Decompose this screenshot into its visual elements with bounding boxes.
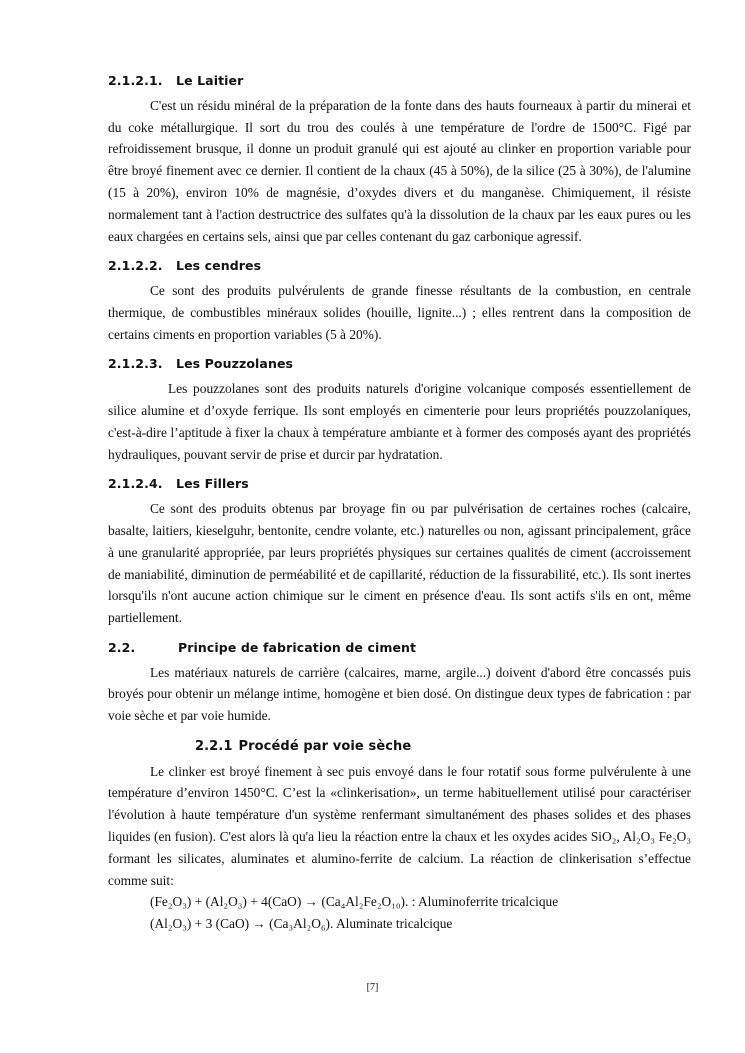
heading-title: Principe de fabrication de ciment — [178, 639, 417, 655]
heading-laitier — [108, 72, 691, 91]
heading-title: Le Laitier — [176, 73, 244, 88]
paragraph-laitier: C'est un résidu minéral de la préparation de la fonte dans des hauts fourneaux à partir du minerai et du coke métallurgique. Il sort du trou des coulés à une température de l'ordre de 1500°C. Figé par refroidissement brusque, il donne un produit granulé qui est ajouté au clinker en proportion variable pour être broyé finement avec ce dernier. Il contient de la chaux (45 à 50%), de la silice (25 à 30%), de l'alumine (15 à 20%), environ 10% de magnésie, d’oxydes divers et du manganèse. Chimiquement, il résiste normalement tant à l'action destructrice des sulfates qu'à la dissolution de la chaux par les eaux pures ou les eaux chargées en certains sels, ainsi que par celles contenant du gaz carbonique agressif. — [108, 97, 691, 244]
paragraph-pouzzolanes: Les pouzzolanes sont des produits naturels d'origine volcanique composés essentiellement de silice alumine et d’oxyde ferrique. Ils sont employés en cimenterie pour leurs propriétés pouzzolaniques, c'est-à-dire l’aptitude à fixer la chaux à température ambiante et à former des composés ayant des propriétés hydrauliques, pouvant servir de prise et durcir par hydratation. — [108, 381, 691, 462]
heading-voie-seche — [108, 737, 691, 757]
heading-title: Les Fillers — [176, 476, 249, 492]
reaction-aluminate: (Al₂O₃) + 3 (CaO) → (Ca₃Al₂O₆). Aluminate tricalcique — [150, 916, 453, 932]
paragraph-voie-seche — [108, 761, 691, 892]
heading-cendres — [108, 257, 691, 276]
heading-pouzzolanes — [108, 355, 691, 374]
heading-title: Les Pouzzolanes — [176, 356, 294, 372]
heading-title: Procédé par voie sèche — [238, 739, 412, 755]
heading-fillers — [108, 475, 691, 494]
heading-number: 2.1.2.4. — [108, 476, 163, 492]
paragraph-text: formant les silicates, aluminates et alumino-ferrite de calcium. La réaction de clinkerisation s’effectue comme suit: — [108, 850, 691, 888]
heading-number: 2.1.2.2. — [108, 258, 163, 274]
paragraph-text: Le clinker est broyé finement à sec puis envoyé dans le four rotatif sous forme pulvérulente à une température d’environ 1450°C. C’est la «clinkerisation», un terme habituellement utilisé pour caractériser l'évolution à haute température d'un système renfermant simultanément des phases solides et des phases liquides (en fusion). C'est alors là qu'a lieu la réaction entre la chaux et les oxydes acides — [108, 763, 691, 844]
formula-fe2o3: Fe₂O₃ — [658, 828, 691, 844]
heading-title: Les cendres — [176, 258, 262, 274]
formula-al2o3: Al₂O₃ — [622, 828, 655, 844]
paragraph-fillers: Ce sont des produits obtenus par broyage fin ou par pulvérisation de certaines roches (calcaire, basalte, laitiers, kieselguhr, bentonite, cendre volante, etc.) naturelles ou non, agissant principalement, grâce à une granularité appropriée, par leurs propriétés physiques sur certaines qualités de ciment (accroissement de maniabilité, diminution de perméabilité et de capillarité, réduction de la fissurabilité, etc.). Ils sont inertes lorsqu'ils n'ont aucune action chimique sur le ciment en présence d'eau. Ils sont actifs s'ils en ont, même partiellement. — [108, 501, 691, 626]
heading-number: 2.2.1 — [195, 739, 233, 755]
heading-number: 2.1.2.3. — [108, 356, 163, 372]
paragraph-cendres: Ce sont des produits pulvérulents de grande finesse résultants de la combustion, en centrale thermique, de combustibles minéraux solides (houille, lignite...) ; elles rentrent dans la composition de certains ciments en proportion variables (5 à 20%). — [108, 283, 691, 342]
heading-principe — [108, 639, 691, 658]
reaction-aluminoferrite: (Fe₂O₃) + (Al₂O₃) + 4(CaO) → (Ca₄Al₂Fe₂O₁₀). : Aluminoferrite tricalcique — [150, 894, 559, 910]
reaction-list — [108, 891, 691, 935]
page-number: [7] — [366, 982, 379, 993]
paragraph-principe: Les matériaux naturels de carrière (calcaires, marne, argile...) doivent d'abord être concassés puis broyés pour obtenir un mélange intime, homogène et bien dosé. On distingue deux types de fabrication : par voie sèche et par voie humide. — [108, 664, 691, 724]
heading-number: 2.1.2.1. — [108, 73, 163, 88]
heading-number: 2.2. — [108, 639, 136, 655]
formula-sio2: SiO₂ — [590, 828, 617, 844]
separator: , — [616, 828, 623, 844]
